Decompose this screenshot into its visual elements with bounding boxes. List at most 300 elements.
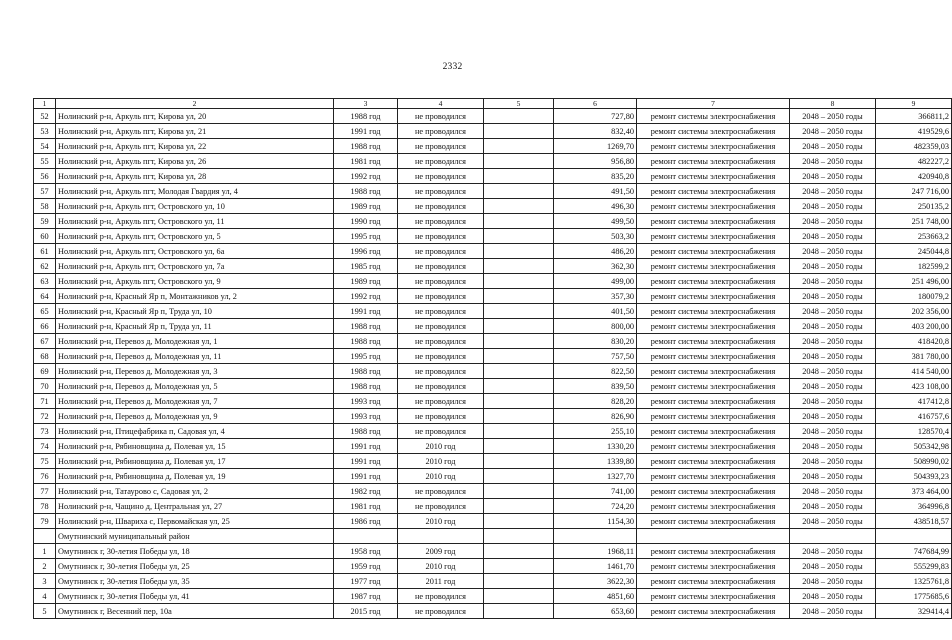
cell-build-year: 1981 год — [334, 499, 398, 514]
cell-row-number: 77 — [34, 484, 56, 499]
cell-period: 2048 – 2050 годы — [790, 499, 876, 514]
table-row — [34, 589, 952, 604]
cell-build-year: 1988 год — [334, 364, 398, 379]
cell-area: 1461,70 — [554, 559, 637, 574]
cell-area: 828,20 — [554, 394, 637, 409]
cell-build-year: 1988 год — [334, 109, 398, 124]
cell-area: 1330,20 — [554, 439, 637, 454]
cell-area: 822,50 — [554, 364, 637, 379]
cell-address: Нолинский р-н, Аркуль пгт, Островского ул, 5 — [56, 229, 334, 244]
table-row — [34, 484, 952, 499]
cell-col5 — [484, 184, 554, 199]
cell-period: 2048 – 2050 годы — [790, 184, 876, 199]
cell-row-number: 55 — [34, 154, 56, 169]
table-row — [34, 349, 952, 364]
cell-last-repair: 2010 год — [398, 559, 484, 574]
table-row — [34, 334, 952, 349]
table-row — [34, 139, 952, 154]
cell-row-number: 58 — [34, 199, 56, 214]
cell-row-number: 74 — [34, 439, 56, 454]
table-row — [34, 559, 952, 574]
table-row — [34, 544, 952, 559]
cell-build-year: 1990 год — [334, 214, 398, 229]
cell-work-type: ремонт системы электроснабжения — [637, 199, 790, 214]
cell-area: 499,00 — [554, 274, 637, 289]
cell-area: 1154,30 — [554, 514, 637, 529]
cell-work-type: ремонт системы электроснабжения — [637, 124, 790, 139]
cell-area: 499,50 — [554, 214, 637, 229]
cell-work-type: ремонт системы электроснабжения — [637, 154, 790, 169]
cell-cost: 482227,2 — [876, 154, 952, 169]
cell-address: Омутнинск г, 30-летия Победы ул, 35 — [56, 574, 334, 589]
cell-period: 2048 – 2050 годы — [790, 124, 876, 139]
cell-address: Нолинский р-н, Красный Яр п, Труда ул, 11 — [56, 319, 334, 334]
cell-period: 2048 – 2050 годы — [790, 514, 876, 529]
cell-address: Нолинский р-н, Перевоз д, Молодежная ул, 3 — [56, 364, 334, 379]
cell-col5 — [484, 439, 554, 454]
cell-row-number: 5 — [34, 604, 56, 619]
cell-cost: 438518,57 — [876, 514, 952, 529]
cell-cost: 423 108,00 — [876, 379, 952, 394]
cell-last-repair: не проводился — [398, 319, 484, 334]
table-row — [34, 304, 952, 319]
cell-build-year: 1991 год — [334, 304, 398, 319]
cell-work-type: ремонт системы электроснабжения — [637, 589, 790, 604]
cell-cost: 1775685,6 — [876, 589, 952, 604]
cell-row-number: 1 — [34, 544, 56, 559]
cell-col5 — [484, 559, 554, 574]
cell-last-repair: не проводился — [398, 589, 484, 604]
cell-row-number: 52 — [34, 109, 56, 124]
cell-cost: 180079,2 — [876, 289, 952, 304]
cell-period: 2048 – 2050 годы — [790, 589, 876, 604]
table-row — [34, 469, 952, 484]
cell-row-number: 78 — [34, 499, 56, 514]
cell-address: Нолинский р-н, Перевоз д, Молодежная ул, 7 — [56, 394, 334, 409]
table-row — [34, 289, 952, 304]
cell-work-type: ремонт системы электроснабжения — [637, 379, 790, 394]
cell-col5 — [484, 379, 554, 394]
cell-period: 2048 – 2050 годы — [790, 484, 876, 499]
cell-row-number: 66 — [34, 319, 56, 334]
cell-last-repair: не проводился — [398, 199, 484, 214]
column-number-6: 6 — [554, 99, 637, 109]
cell-work-type: ремонт системы электроснабжения — [637, 454, 790, 469]
cell-work-type: ремонт системы электроснабжения — [637, 304, 790, 319]
cell-period: 2048 – 2050 годы — [790, 394, 876, 409]
cell-work-type: ремонт системы электроснабжения — [637, 409, 790, 424]
cell-cost: 251 496,00 — [876, 274, 952, 289]
table-row — [34, 199, 952, 214]
cell-col5 — [484, 574, 554, 589]
cell-build-year: 1993 год — [334, 409, 398, 424]
cell-last-repair: не проводился — [398, 349, 484, 364]
cell-address: Нолинский р-н, Красный Яр п, Монтажников ул, 2 — [56, 289, 334, 304]
table-row — [34, 154, 952, 169]
cell-work-type: ремонт системы электроснабжения — [637, 394, 790, 409]
cell-area: 826,90 — [554, 409, 637, 424]
cell-row-number: 64 — [34, 289, 56, 304]
column-number-3: 3 — [334, 99, 398, 109]
cell-area: 255,10 — [554, 424, 637, 439]
cell-col5 — [484, 289, 554, 304]
cell-col5 — [484, 124, 554, 139]
cell-period: 2048 – 2050 годы — [790, 544, 876, 559]
cell-area: 1269,70 — [554, 139, 637, 154]
cell-address: Нолинский р-н, Птицефабрика п, Садовая ул, 4 — [56, 424, 334, 439]
cell-last-repair: не проводился — [398, 154, 484, 169]
cell-col5 — [484, 139, 554, 154]
cell-address: Нолинский р-н, Татаурово с, Садовая ул, 2 — [56, 484, 334, 499]
cell-last-repair: не проводился — [398, 409, 484, 424]
cell-last-repair: не проводился — [398, 364, 484, 379]
cell-cost: 504393,23 — [876, 469, 952, 484]
cell-work-type: ремонт системы электроснабжения — [637, 469, 790, 484]
cell-period: 2048 – 2050 годы — [790, 304, 876, 319]
cell-last-repair: не проводился — [398, 484, 484, 499]
cell-last-repair: 2009 год — [398, 544, 484, 559]
cell-col5 — [484, 304, 554, 319]
cell-build-year: 1993 год — [334, 394, 398, 409]
cell-area: 357,30 — [554, 289, 637, 304]
cell-last-repair: не проводился — [398, 259, 484, 274]
cell-row-number: 67 — [34, 334, 56, 349]
cell-work-type: ремонт системы электроснабжения — [637, 184, 790, 199]
cell-address: Нолинский р-н, Аркуль пгт, Кирова ул, 26 — [56, 154, 334, 169]
cell-address: Нолинский р-н, Рябиновщина д, Полевая ул, 15 — [56, 439, 334, 454]
cell-row-number: 70 — [34, 379, 56, 394]
cell-address: Нолинский р-н, Аркуль пгт, Островского ул, 10 — [56, 199, 334, 214]
cell-build-year: 1988 год — [334, 379, 398, 394]
table-row — [34, 124, 952, 139]
cell-cost: 420940,8 — [876, 169, 952, 184]
cell-build-year: 1987 год — [334, 589, 398, 604]
cell-work-type: ремонт системы электроснабжения — [637, 319, 790, 334]
cell-cost: 416757,6 — [876, 409, 952, 424]
table-row — [34, 244, 952, 259]
cell-row-number: 53 — [34, 124, 56, 139]
cell-row-number: 79 — [34, 514, 56, 529]
cell-build-year: 1977 год — [334, 574, 398, 589]
section-empty-cell — [34, 529, 56, 544]
cell-cost: 128570,4 — [876, 424, 952, 439]
cell-area: 401,50 — [554, 304, 637, 319]
cell-col5 — [484, 364, 554, 379]
section-empty-cell — [637, 529, 790, 544]
cell-period: 2048 – 2050 годы — [790, 154, 876, 169]
cell-last-repair: не проводился — [398, 304, 484, 319]
cell-work-type: ремонт системы электроснабжения — [637, 334, 790, 349]
cell-row-number: 56 — [34, 169, 56, 184]
cell-last-repair: не проводился — [398, 184, 484, 199]
cell-build-year: 1995 год — [334, 349, 398, 364]
cell-period: 2048 – 2050 годы — [790, 199, 876, 214]
cell-period: 2048 – 2050 годы — [790, 364, 876, 379]
cell-address: Омутнинск г, 30-летия Победы ул, 18 — [56, 544, 334, 559]
cell-last-repair: не проводился — [398, 394, 484, 409]
cell-address: Нолинский р-н, Чащино д, Центральная ул, 27 — [56, 499, 334, 514]
cell-area: 830,20 — [554, 334, 637, 349]
cell-cost: 366811,2 — [876, 109, 952, 124]
table-row — [34, 514, 952, 529]
cell-cost: 414 540,00 — [876, 364, 952, 379]
cell-col5 — [484, 274, 554, 289]
cell-last-repair: не проводился — [398, 229, 484, 244]
cell-address: Нолинский р-н, Аркуль пгт, Кирова ул, 20 — [56, 109, 334, 124]
cell-work-type: ремонт системы электроснабжения — [637, 604, 790, 619]
cell-period: 2048 – 2050 годы — [790, 244, 876, 259]
column-number-row — [34, 99, 952, 109]
cell-col5 — [484, 499, 554, 514]
cell-cost: 505342,98 — [876, 439, 952, 454]
cell-cost: 250135,2 — [876, 199, 952, 214]
cell-period: 2048 – 2050 годы — [790, 409, 876, 424]
table-row — [34, 214, 952, 229]
cell-address: Омутнинск г, Весенний пер, 10а — [56, 604, 334, 619]
cell-cost: 251 748,00 — [876, 214, 952, 229]
table-row — [34, 274, 952, 289]
cell-cost: 482359,03 — [876, 139, 952, 154]
cell-cost: 253663,2 — [876, 229, 952, 244]
cell-last-repair: 2010 год — [398, 469, 484, 484]
cell-col5 — [484, 349, 554, 364]
cell-col5 — [484, 469, 554, 484]
cell-area: 800,00 — [554, 319, 637, 334]
cell-build-year: 1988 год — [334, 319, 398, 334]
cell-address: Нолинский р-н, Швариха с, Первомайская ул, 25 — [56, 514, 334, 529]
cell-address: Омутнинск г, 30-летия Победы ул, 41 — [56, 589, 334, 604]
cell-col5 — [484, 424, 554, 439]
cell-period: 2048 – 2050 годы — [790, 349, 876, 364]
cell-row-number: 68 — [34, 349, 56, 364]
cell-col5 — [484, 544, 554, 559]
cell-cost: 202 356,00 — [876, 304, 952, 319]
cell-row-number: 60 — [34, 229, 56, 244]
cell-address: Нолинский р-н, Рябиновщина д, Полевая ул, 17 — [56, 454, 334, 469]
cell-period: 2048 – 2050 годы — [790, 169, 876, 184]
cell-cost: 364996,8 — [876, 499, 952, 514]
cell-last-repair: не проводился — [398, 274, 484, 289]
cell-work-type: ремонт системы электроснабжения — [637, 244, 790, 259]
cell-area: 1327,70 — [554, 469, 637, 484]
cell-work-type: ремонт системы электроснабжения — [637, 214, 790, 229]
column-number-4: 4 — [398, 99, 484, 109]
cell-work-type: ремонт системы электроснабжения — [637, 259, 790, 274]
cell-work-type: ремонт системы электроснабжения — [637, 274, 790, 289]
cell-period: 2048 – 2050 годы — [790, 214, 876, 229]
cell-address: Нолинский р-н, Аркуль пгт, Островского ул, 7а — [56, 259, 334, 274]
cell-cost: 247 716,00 — [876, 184, 952, 199]
cell-row-number: 75 — [34, 454, 56, 469]
cell-build-year: 1992 год — [334, 169, 398, 184]
cell-row-number: 63 — [34, 274, 56, 289]
cell-period: 2048 – 2050 годы — [790, 334, 876, 349]
table-body — [34, 99, 952, 619]
cell-period: 2048 – 2050 годы — [790, 109, 876, 124]
cell-last-repair: не проводился — [398, 379, 484, 394]
page-number: 2332 — [442, 62, 463, 72]
cell-row-number: 72 — [34, 409, 56, 424]
section-empty-cell — [554, 529, 637, 544]
cell-cost: 182599,2 — [876, 259, 952, 274]
cell-address: Нолинский р-н, Перевоз д, Молодежная ул, 9 — [56, 409, 334, 424]
section-empty-cell — [334, 529, 398, 544]
cell-row-number: 54 — [34, 139, 56, 154]
cell-row-number: 57 — [34, 184, 56, 199]
cell-period: 2048 – 2050 годы — [790, 604, 876, 619]
cell-work-type: ремонт системы электроснабжения — [637, 364, 790, 379]
cell-build-year: 1988 год — [334, 139, 398, 154]
cell-build-year: 1991 год — [334, 454, 398, 469]
cell-col5 — [484, 199, 554, 214]
table-row — [34, 109, 952, 124]
cell-area: 503,30 — [554, 229, 637, 244]
cell-row-number: 76 — [34, 469, 56, 484]
cell-col5 — [484, 454, 554, 469]
column-number-7: 7 — [637, 99, 790, 109]
cell-period: 2048 – 2050 годы — [790, 229, 876, 244]
cell-area: 1968,11 — [554, 544, 637, 559]
table-row — [34, 184, 952, 199]
table-row — [34, 364, 952, 379]
cell-area: 727,80 — [554, 109, 637, 124]
cell-cost: 418420,8 — [876, 334, 952, 349]
cell-address: Нолинский р-н, Перевоз д, Молодежная ул, 5 — [56, 379, 334, 394]
cell-col5 — [484, 259, 554, 274]
cell-address: Нолинский р-н, Аркуль пгт, Островского ул, 11 — [56, 214, 334, 229]
cell-build-year: 1989 год — [334, 199, 398, 214]
cell-work-type: ремонт системы электроснабжения — [637, 424, 790, 439]
table-row — [34, 454, 952, 469]
cell-period: 2048 – 2050 годы — [790, 559, 876, 574]
cell-col5 — [484, 244, 554, 259]
cell-cost: 373 464,00 — [876, 484, 952, 499]
cell-address: Нолинский р-н, Рябиновщина д, Полевая ул, 19 — [56, 469, 334, 484]
table-row — [34, 169, 952, 184]
cell-build-year: 1996 год — [334, 244, 398, 259]
cell-work-type: ремонт системы электроснабжения — [637, 559, 790, 574]
cell-last-repair: не проводился — [398, 109, 484, 124]
table-row — [34, 379, 952, 394]
column-number-8: 8 — [790, 99, 876, 109]
table-row — [34, 604, 952, 619]
table-row — [34, 439, 952, 454]
cell-area: 839,50 — [554, 379, 637, 394]
cell-address: Нолинский р-н, Аркуль пгт, Молодая Гвардия ул, 4 — [56, 184, 334, 199]
cell-area: 956,80 — [554, 154, 637, 169]
table-row — [34, 574, 952, 589]
cell-work-type: ремонт системы электроснабжения — [637, 514, 790, 529]
cell-work-type: ремонт системы электроснабжения — [637, 484, 790, 499]
cell-address: Нолинский р-н, Аркуль пгт, Кирова ул, 22 — [56, 139, 334, 154]
cell-col5 — [484, 514, 554, 529]
cell-work-type: ремонт системы электроснабжения — [637, 574, 790, 589]
cell-row-number: 61 — [34, 244, 56, 259]
cell-row-number: 4 — [34, 589, 56, 604]
cell-build-year: 1982 год — [334, 484, 398, 499]
cell-work-type: ремонт системы электроснабжения — [637, 349, 790, 364]
cell-cost: 419529,6 — [876, 124, 952, 139]
cell-area: 832,40 — [554, 124, 637, 139]
cell-period: 2048 – 2050 годы — [790, 289, 876, 304]
section-empty-cell — [790, 529, 876, 544]
cell-work-type: ремонт системы электроснабжения — [637, 544, 790, 559]
cell-address: Нолинский р-н, Аркуль пгт, Островского ул, 9 — [56, 274, 334, 289]
cell-last-repair: не проводился — [398, 244, 484, 259]
cell-address: Нолинский р-н, Аркуль пгт, Островского ул, 6а — [56, 244, 334, 259]
cell-period: 2048 – 2050 годы — [790, 319, 876, 334]
cell-work-type: ремонт системы электроснабжения — [637, 109, 790, 124]
cell-col5 — [484, 484, 554, 499]
cell-last-repair: не проводился — [398, 289, 484, 304]
cell-last-repair: 2010 год — [398, 514, 484, 529]
cell-work-type: ремонт системы электроснабжения — [637, 139, 790, 154]
cell-col5 — [484, 589, 554, 604]
cell-period: 2048 – 2050 годы — [790, 379, 876, 394]
column-number-9: 9 — [876, 99, 952, 109]
cell-cost: 747684,99 — [876, 544, 952, 559]
cell-area: 3622,30 — [554, 574, 637, 589]
cell-period: 2048 – 2050 годы — [790, 574, 876, 589]
cell-cost: 555299,83 — [876, 559, 952, 574]
cell-cost: 245044,8 — [876, 244, 952, 259]
cell-work-type: ремонт системы электроснабжения — [637, 499, 790, 514]
cell-area: 724,20 — [554, 499, 637, 514]
column-number-5: 5 — [484, 99, 554, 109]
cell-area: 496,30 — [554, 199, 637, 214]
cell-col5 — [484, 169, 554, 184]
cell-last-repair: не проводился — [398, 214, 484, 229]
cell-area: 491,50 — [554, 184, 637, 199]
cell-period: 2048 – 2050 годы — [790, 439, 876, 454]
cell-col5 — [484, 394, 554, 409]
cell-address: Нолинский р-н, Аркуль пгт, Кирова ул, 28 — [56, 169, 334, 184]
cell-cost: 508990,02 — [876, 454, 952, 469]
cell-address: Нолинский р-н, Красный Яр п, Труда ул, 10 — [56, 304, 334, 319]
cell-area: 1339,80 — [554, 454, 637, 469]
cell-area: 741,00 — [554, 484, 637, 499]
cell-work-type: ремонт системы электроснабжения — [637, 439, 790, 454]
cell-cost: 1325761,8 — [876, 574, 952, 589]
table-row — [34, 229, 952, 244]
table-row — [34, 319, 952, 334]
cell-area: 486,20 — [554, 244, 637, 259]
section-empty-cell — [398, 529, 484, 544]
cell-row-number: 3 — [34, 574, 56, 589]
cell-build-year: 1958 год — [334, 544, 398, 559]
cell-last-repair: не проводился — [398, 139, 484, 154]
column-number-2: 2 — [56, 99, 334, 109]
cell-build-year: 1985 год — [334, 259, 398, 274]
section-empty-cell — [876, 529, 952, 544]
cell-build-year: 1981 год — [334, 154, 398, 169]
cell-build-year: 1991 год — [334, 124, 398, 139]
section-title: Омутнинский муниципальный район — [56, 529, 334, 544]
cell-area: 835,20 — [554, 169, 637, 184]
cell-col5 — [484, 604, 554, 619]
cell-col5 — [484, 409, 554, 424]
cell-last-repair: не проводился — [398, 334, 484, 349]
cell-build-year: 1988 год — [334, 424, 398, 439]
cell-last-repair: не проводился — [398, 169, 484, 184]
cell-period: 2048 – 2050 годы — [790, 454, 876, 469]
cell-period: 2048 – 2050 годы — [790, 424, 876, 439]
cell-col5 — [484, 334, 554, 349]
cell-build-year: 1995 год — [334, 229, 398, 244]
repair-schedule-table — [33, 98, 952, 619]
cell-work-type: ремонт системы электроснабжения — [637, 169, 790, 184]
cell-build-year: 1989 год — [334, 274, 398, 289]
